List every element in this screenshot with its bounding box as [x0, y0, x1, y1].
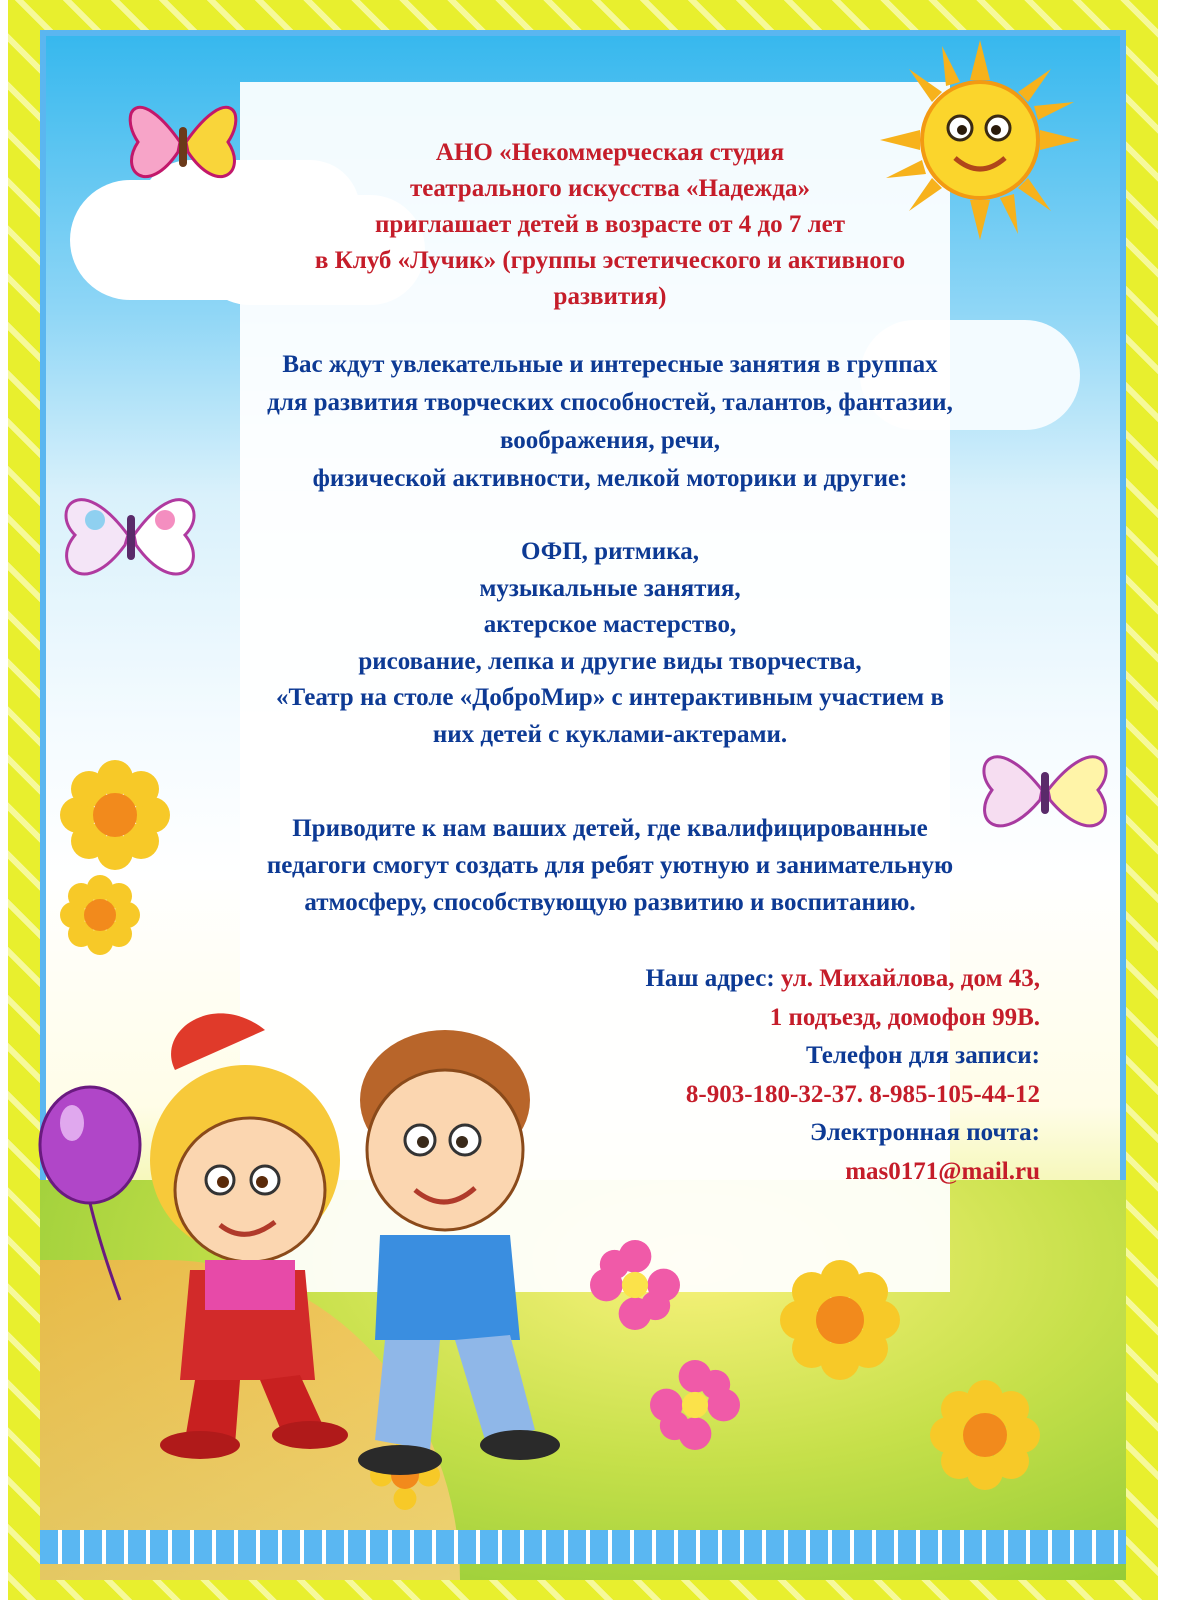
heading-line: развития) [553, 283, 667, 310]
phone-numbers: 8-903-180-32-37. 8-985-105-44-12 [685, 1080, 1040, 1108]
activity-item: «Театр на столе «ДоброМир» с интерактивным участием в [276, 684, 944, 711]
flower-icon [650, 1360, 740, 1450]
heading-line: театрального искусства «Надежда» [409, 175, 811, 202]
activity-item: ОФП, ритмика, [521, 538, 699, 565]
activity-item: них детей с куклами-актерами. [432, 720, 788, 748]
invite-line: атмосферу, способствующую развитию и воспитанию. [304, 889, 916, 916]
decorative-border [40, 1530, 1126, 1564]
intro-line: физической активности, мелкой моторики и другие: [312, 465, 908, 492]
activities-list [140, 534, 1080, 753]
activity-item: актерское мастерство, [483, 611, 737, 638]
address-street: ул. Михайлова, [780, 965, 955, 992]
email-address: mas0171@mail.ru [845, 1157, 1040, 1185]
address-entrance: 1 подъезд, домофон 99В. [769, 1003, 1040, 1031]
activity-item: музыкальные занятия, [479, 574, 741, 602]
organization-heading [140, 135, 1080, 315]
contact-block [520, 960, 1040, 1191]
intro-line: Вас ждут увлекательные и интересные занятия в группах [282, 351, 938, 378]
activity-item: рисование, лепка и другие виды творчества, [358, 647, 862, 675]
heading-line: АНО «Некоммерческая студия [435, 139, 785, 166]
invitation-paragraph [140, 810, 1080, 921]
intro-line: для развития творческих способностей, талантов, фантазии, [267, 389, 953, 416]
flower-icon [930, 1380, 1040, 1490]
flower-icon [60, 875, 140, 955]
intro-paragraph [140, 346, 1080, 498]
phone-label: Телефон для записи: [806, 1042, 1040, 1069]
heading-line: приглашает детей в возрасте от 4 до 7 лет [374, 211, 846, 238]
flower-icon [780, 1260, 900, 1380]
address-house: дом 43, [960, 965, 1040, 992]
email-label: Электронная почта: [810, 1119, 1040, 1146]
invite-line: Приводите к нам ваших детей, где квалифицированные [292, 815, 928, 842]
heading-line: в Клуб «Лучик» (группы эстетического и активного [314, 247, 906, 274]
address-label: Наш адрес: [645, 965, 775, 992]
flower-icon [590, 1240, 680, 1330]
invite-line: педагоги смогут создать для ребят уютную и занимательную [266, 852, 954, 879]
intro-line: воображения, речи, [499, 427, 721, 454]
